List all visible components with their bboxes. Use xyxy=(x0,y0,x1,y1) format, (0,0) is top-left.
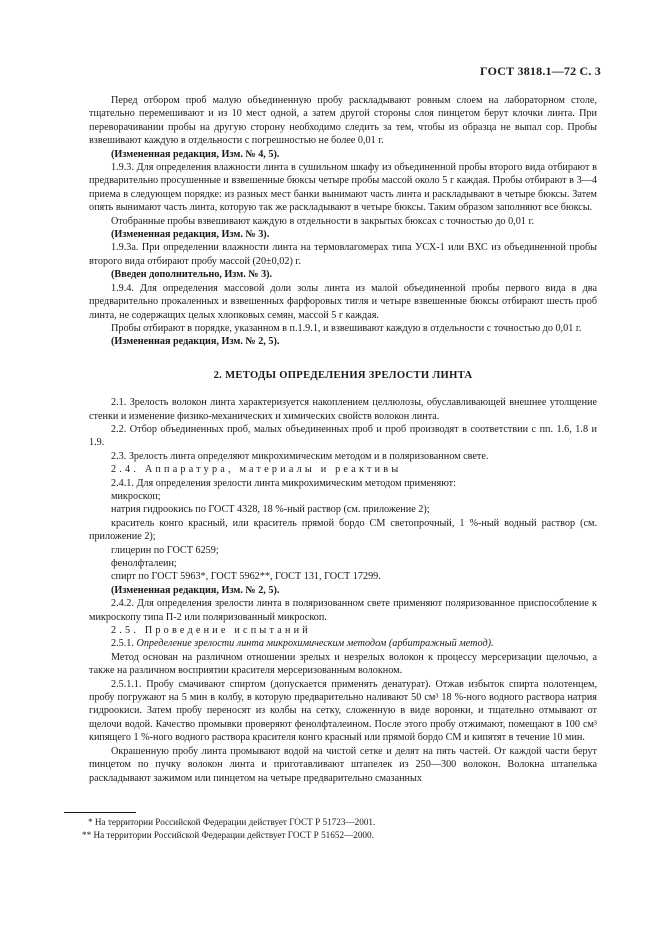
paragraph: 1.9.4. Для определения массовой доли золы линта из малой объединенной пробы первого вида в два предварительно прокаленных и взвешенных фарфоровых тигля и четыре взвешенные бюксы отбирают шесть проб линта, не содержащих целых хлопковых семян, массой 5 г каждая. xyxy=(89,282,597,321)
paragraph: 2.4.1. Для определения зрелости линта микрохимическим методом применяют: xyxy=(111,477,456,489)
clause-title: Определение зрелости линта микрохимическим методом (арбитражный метод). xyxy=(136,638,494,650)
page-header: ГОСТ 3818.1—72 С. 3 xyxy=(480,64,601,78)
footnotes xyxy=(64,816,594,842)
paragraph: Отобранные пробы взвешивают каждую в отдельности в закрытых бюксах с точностью до 0,01 г. xyxy=(111,215,535,227)
paragraph: Окрашенную пробу линта промывают водой на чистой сетке и делят на пять частей. От каждой части берут пинцетом по пучку волокон линта и приготавливают штапелек из 250—300 волокон. Волокна штапелька раскладывают зажимом или пинцетом на четыре предварительно смазанных xyxy=(89,745,597,784)
section-title: 2. МЕТОДЫ ОПРЕДЕЛЕНИЯ ЗРЕЛОСТИ ЛИНТА xyxy=(213,369,473,381)
paragraph: 2.2. Отбор объединенных проб, малых объединенных проб и проб производят в соответствии с пп. 1.6, 1.8 и 1.9. xyxy=(89,423,597,449)
list-item: краситель конго красный, или краситель прямой бордо СМ светопрочный, 1 %-ный водный раствор (см. приложение 2); xyxy=(89,517,597,543)
list-item: глицерин по ГОСТ 6259; xyxy=(111,544,219,556)
list-item: фенолфталеин; xyxy=(111,558,177,569)
paragraph: 2.4.2. Для определения зрелости линта в поляризованном свете применяют поляризованное приспособление к микроскопу типа П-2 или поляризованный микроскоп. xyxy=(89,598,597,623)
footnote: * На территории Российской Федерации действует ГОСТ Р 51723—2001. xyxy=(88,817,376,827)
paragraph: 2.1. Зрелость волокон линта характеризуется накоплением целлюлозы, обуславливающей внешнее утолщение стенки и изменение физико-механических и химических свойств волокон линта. xyxy=(89,397,597,422)
list-item: натрия гидроокись по ГОСТ 4328, 18 %-ный раствор (см. приложение 2); xyxy=(111,504,430,516)
paragraph: 2.5.1.1. Пробу смачивают спиртом (допускается применять денатурат). Отжав избыток спирта полотенцем, пробу погружают на 5 мин в колбу, в которую предварительно наливают 50 см³ 18 %-ного водного раствора натрия гидроокиси. Затем пробу переносят из колбы на сетку, сложенную в виде воронки, и тщательно отмывают от щелочи водой. Качество промывки проверяют фенолфталеином. После этого пробу отжимают, помещают в 100 см³ кипящего 1 %-ного водного раствора красителя конго красный или прямой бордо СМ и кипятят в течение 10 мин. xyxy=(89,678,597,744)
document-body xyxy=(89,94,597,785)
paragraph: Перед отбором проб малую объединенную пробу раскладывают ровным слоем на лабораторном столе, тщательно перемешивают и из 10 мест одной, а затем другой стороны слоя пинцетом берут клочки линта. При переворачивании пробы на другую сторону необходимо следить за тем, чтобы из образца не выпал сор. Пробы взвешивают каждую в отдельности с погрешностью не более 0,01 г. xyxy=(89,95,597,147)
amendment-note: (Измененная редакция, Изм. № 4, 5). xyxy=(111,148,280,160)
amendment-note: (Введен дополнительно, Изм. № 3). xyxy=(111,269,273,281)
paragraph: Пробы отбирают в порядке, указанном в п.1.9.1, и взвешивают каждую в отдельности с точностью до 0,01 г. xyxy=(111,322,582,334)
paragraph: 2.3. Зрелость линта определяют микрохимическим методом и в поляризованном свете. xyxy=(111,450,489,462)
subsection-heading: 2.4. Аппаратура, материалы и реактивы xyxy=(111,464,402,476)
list-item: микроскоп; xyxy=(111,490,161,502)
paragraph: 1.9.3а. При определении влажности линта на термовлагомерах типа УСХ-1 или ВХС из объединенной пробы второго вида отбирают пробу массой (20±0,02) г. xyxy=(89,242,597,267)
clause-number: 2.5.1. xyxy=(111,638,134,650)
subsection-heading: 2.5. Проведение испытаний xyxy=(111,625,311,637)
paragraph: 1.9.3. Для определения влажности линта в сушильном шкафу из объединенной пробы второго вида отбирают в предварительно просушенные и взвешенные бюксы четыре пробы массой около 5 г каждая. Пробы отбирают в 3—4 приема в следующем порядке: из разных мест банки вынимают часть линта и раскладывают в четыре бюксы. Затем опять вынимают часть линта, которую так же раскладывают в четыре бюксы. Таким образом заполняют все бюксы. xyxy=(89,162,597,214)
amendment-note: (Измененная редакция, Изм. № 2, 5). xyxy=(111,584,280,596)
paragraph: Метод основан на различном отношении зрелых и незрелых волокон к процессу мерсеризации щелочью, а также на различном восприятии красителя мерсеризованным волокном. xyxy=(89,651,597,677)
amendment-note: (Измененная редакция, Изм. № 3). xyxy=(111,229,270,241)
list-item: спирт по ГОСТ 5963*, ГОСТ 5962**, ГОСТ 131, ГОСТ 17299. xyxy=(111,571,381,583)
paragraph xyxy=(89,637,597,650)
amendment-note: (Измененная редакция, Изм. № 2, 5). xyxy=(111,336,280,348)
footnote-divider xyxy=(64,812,136,813)
footnote: ** На территории Российской Федерации действует ГОСТ Р 51652—2000. xyxy=(82,830,374,840)
